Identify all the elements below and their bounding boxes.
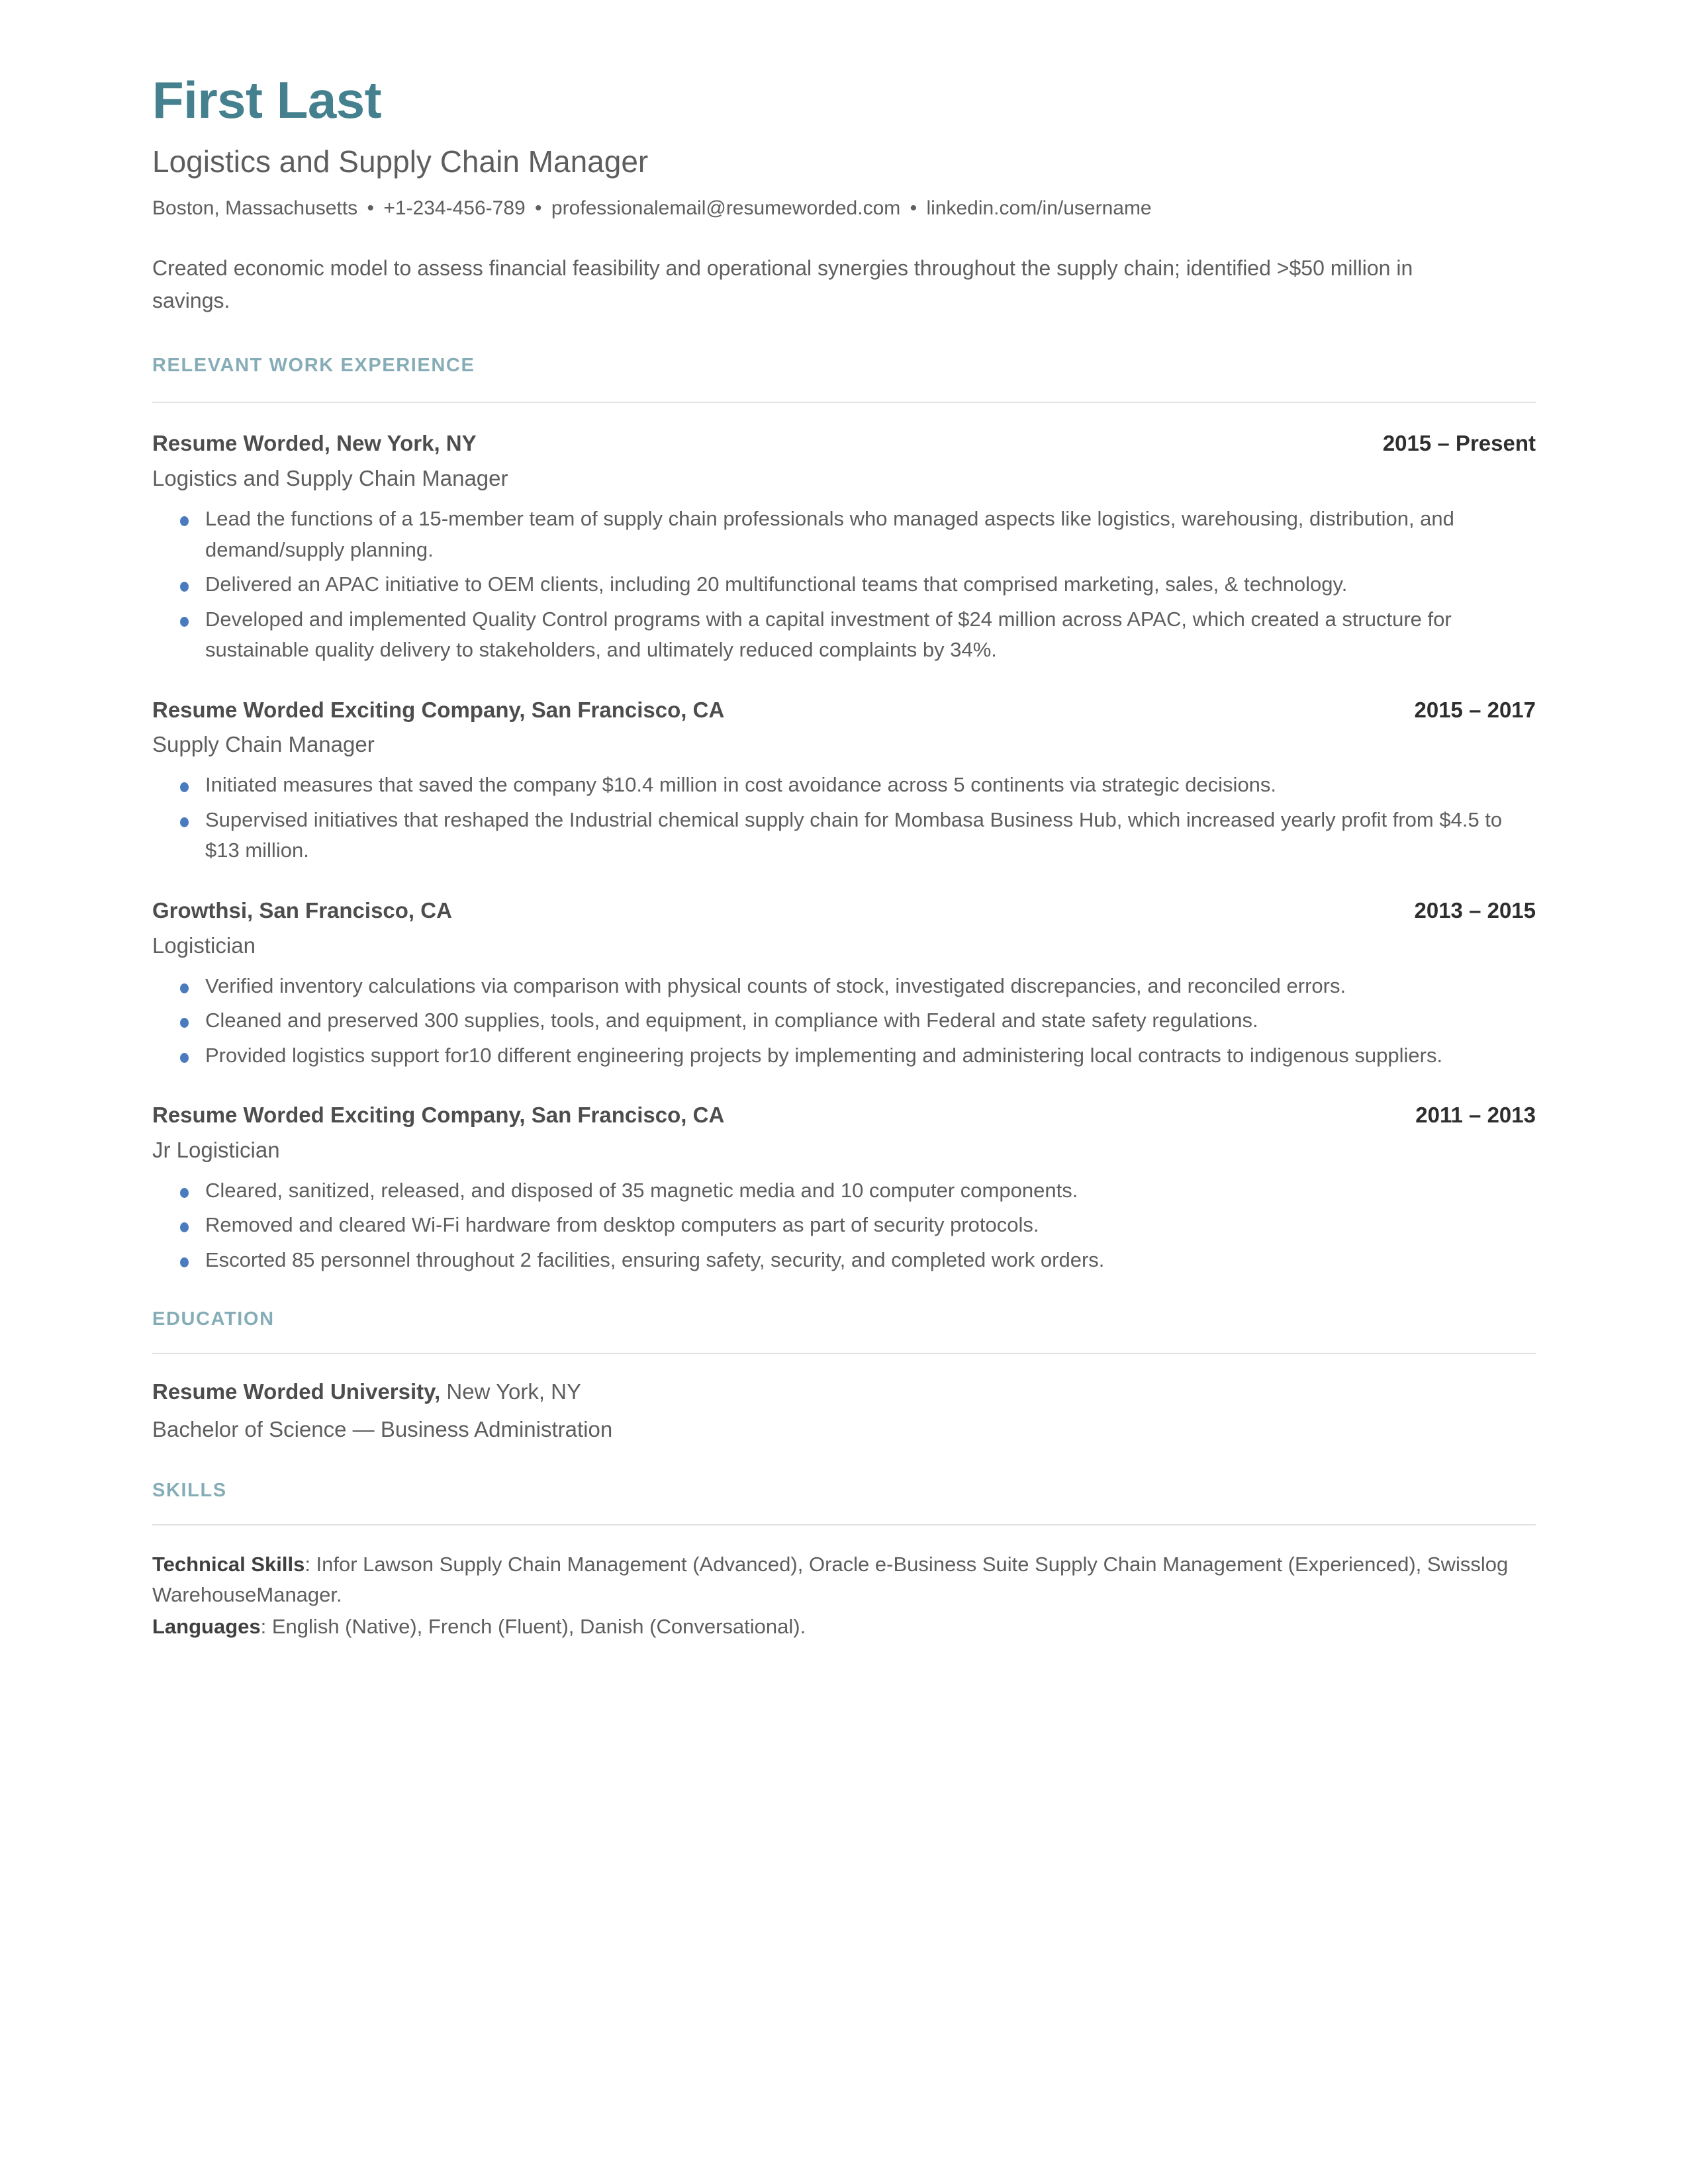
experience-bullet: Supervised initiatives that reshaped the Industrial chemical supply chain for Mombasa Business Hub, which increased yearly profit from $4.5 to $13 million. xyxy=(152,805,1536,866)
experience-company: Resume Worded Exciting Company, San Francisco, CA xyxy=(152,697,725,722)
experience-bullet: Escorted 85 personnel throughout 2 facilities, ensuring safety, security, and completed work orders. xyxy=(152,1245,1536,1276)
contact-separator-2: • xyxy=(535,197,542,219)
section-divider-experience xyxy=(152,402,1536,403)
experience-bullet: Cleared, sanitized, released, and disposed of 35 magnetic media and 10 computer components. xyxy=(152,1175,1536,1206)
experience-company: Resume Worded, New York, NY xyxy=(152,431,477,456)
experience-header-row xyxy=(152,430,1536,458)
experience-bullet: Provided logistics support for10 different engineering projects by implementing and administering local contracts to indigenous suppliers. xyxy=(152,1040,1536,1071)
section-title-education: EDUCATION xyxy=(152,1308,275,1330)
section-title-experience: RELEVANT WORK EXPERIENCE xyxy=(152,355,475,377)
experience-company: Resume Worded Exciting Company, San Francisco, CA xyxy=(152,1103,725,1128)
experience-bullets xyxy=(152,770,1536,866)
contact-phone[interactable]: +1-234-456-789 xyxy=(383,197,526,219)
contact-line xyxy=(152,195,1536,222)
experience-spacer xyxy=(152,672,1536,696)
experience-bullet: Cleaned and preserved 300 supplies, tools, and equipment, in compliance with Federal and state safety regulations. xyxy=(152,1005,1536,1036)
experience-spacer xyxy=(152,1077,1536,1101)
skills-value: : English (Native), French (Fluent), Danish (Conversational). xyxy=(260,1614,806,1638)
experience-item xyxy=(152,696,1536,866)
skills-label: Technical Skills xyxy=(152,1553,305,1576)
experience-job-title: Supply Chain Manager xyxy=(152,732,375,757)
education-degree: Bachelor of Science — Business Administration xyxy=(152,1417,613,1442)
experience-header-row xyxy=(152,1101,1536,1130)
section-divider-education xyxy=(152,1353,1536,1354)
skills-value: : Infor Lawson Supply Chain Management (Advanced), Oracle e-Business Suite Supply Chain Management (Experienced), Swisslog WarehouseManager. xyxy=(152,1553,1509,1607)
experience-bullet: Removed and cleared Wi-Fi hardware from desktop computers as part of security protocols. xyxy=(152,1210,1536,1241)
section-title-skills: SKILLS xyxy=(152,1480,227,1502)
education-item xyxy=(152,1378,1536,1444)
contact-email[interactable]: professionalemail@resumeworded.com xyxy=(551,197,901,219)
experience-dates: 2015 – 2017 xyxy=(1414,697,1536,722)
education-school-name: Resume Worded University, xyxy=(152,1379,441,1404)
experience-dates: 2013 – 2015 xyxy=(1414,897,1536,923)
skills-label: Languages xyxy=(152,1614,261,1638)
education-school-location: New York, NY xyxy=(440,1379,582,1404)
section-spacer xyxy=(152,1282,1536,1308)
section-divider-skills xyxy=(152,1524,1536,1525)
candidate-headline: Logistics and Supply Chain Manager xyxy=(152,144,649,179)
skills-row xyxy=(152,1612,1536,1642)
experience-header-row xyxy=(152,696,1536,725)
experience-bullet: Developed and implemented Quality Control programs with a capital investment of $24 million across APAC, which created a structure for sustainable quality delivery to stakeholders, and ultimately reduced complaints by 34%. xyxy=(152,604,1536,666)
experience-bullets xyxy=(152,504,1536,666)
experience-item xyxy=(152,430,1536,665)
education-list xyxy=(152,1378,1536,1444)
experience-job-title: Jr Logistician xyxy=(152,1138,280,1163)
contact-separator-3: • xyxy=(910,197,917,219)
skills-list xyxy=(152,1549,1536,1642)
experience-header-row xyxy=(152,897,1536,925)
experience-job-title: Logistician xyxy=(152,933,256,958)
professional-summary: Created economic model to assess financial feasibility and operational synergies throughout the supply chain; identified >$50 million in savings. xyxy=(152,256,1413,312)
experience-bullet: Initiated measures that saved the company $10.4 million in cost avoidance across 5 continents via strategic decisions. xyxy=(152,770,1536,801)
experience-bullets xyxy=(152,971,1536,1071)
contact-linkedin[interactable]: linkedin.com/in/username xyxy=(926,197,1152,219)
resume-content xyxy=(152,71,1536,1642)
experience-item xyxy=(152,897,1536,1071)
contact-location: Boston, Massachusetts xyxy=(152,197,358,219)
experience-dates: 2011 – 2013 xyxy=(1415,1103,1536,1128)
experience-spacer xyxy=(152,873,1536,897)
experience-list xyxy=(152,430,1536,1275)
section-spacer xyxy=(152,1444,1536,1480)
contact-separator-1: • xyxy=(367,197,375,219)
skills-row xyxy=(152,1549,1536,1610)
experience-bullet: Delivered an APAC initiative to OEM clients, including 20 multifunctional teams that comprised marketing, sales, & technology. xyxy=(152,569,1536,600)
experience-item xyxy=(152,1101,1536,1275)
experience-bullet: Lead the functions of a 15-member team of supply chain professionals who managed aspects like logistics, warehousing, distribution, and demand/supply planning. xyxy=(152,504,1536,565)
education-school-row xyxy=(152,1378,1536,1406)
experience-bullets xyxy=(152,1175,1536,1276)
experience-company: Growthsi, San Francisco, CA xyxy=(152,897,452,923)
experience-bullet: Verified inventory calculations via comparison with physical counts of stock, investigated discrepancies, and reconciled errors. xyxy=(152,971,1536,1002)
experience-dates: 2015 – Present xyxy=(1382,431,1536,456)
candidate-name: First Last xyxy=(152,71,382,129)
experience-job-title: Logistics and Supply Chain Manager xyxy=(152,466,508,491)
